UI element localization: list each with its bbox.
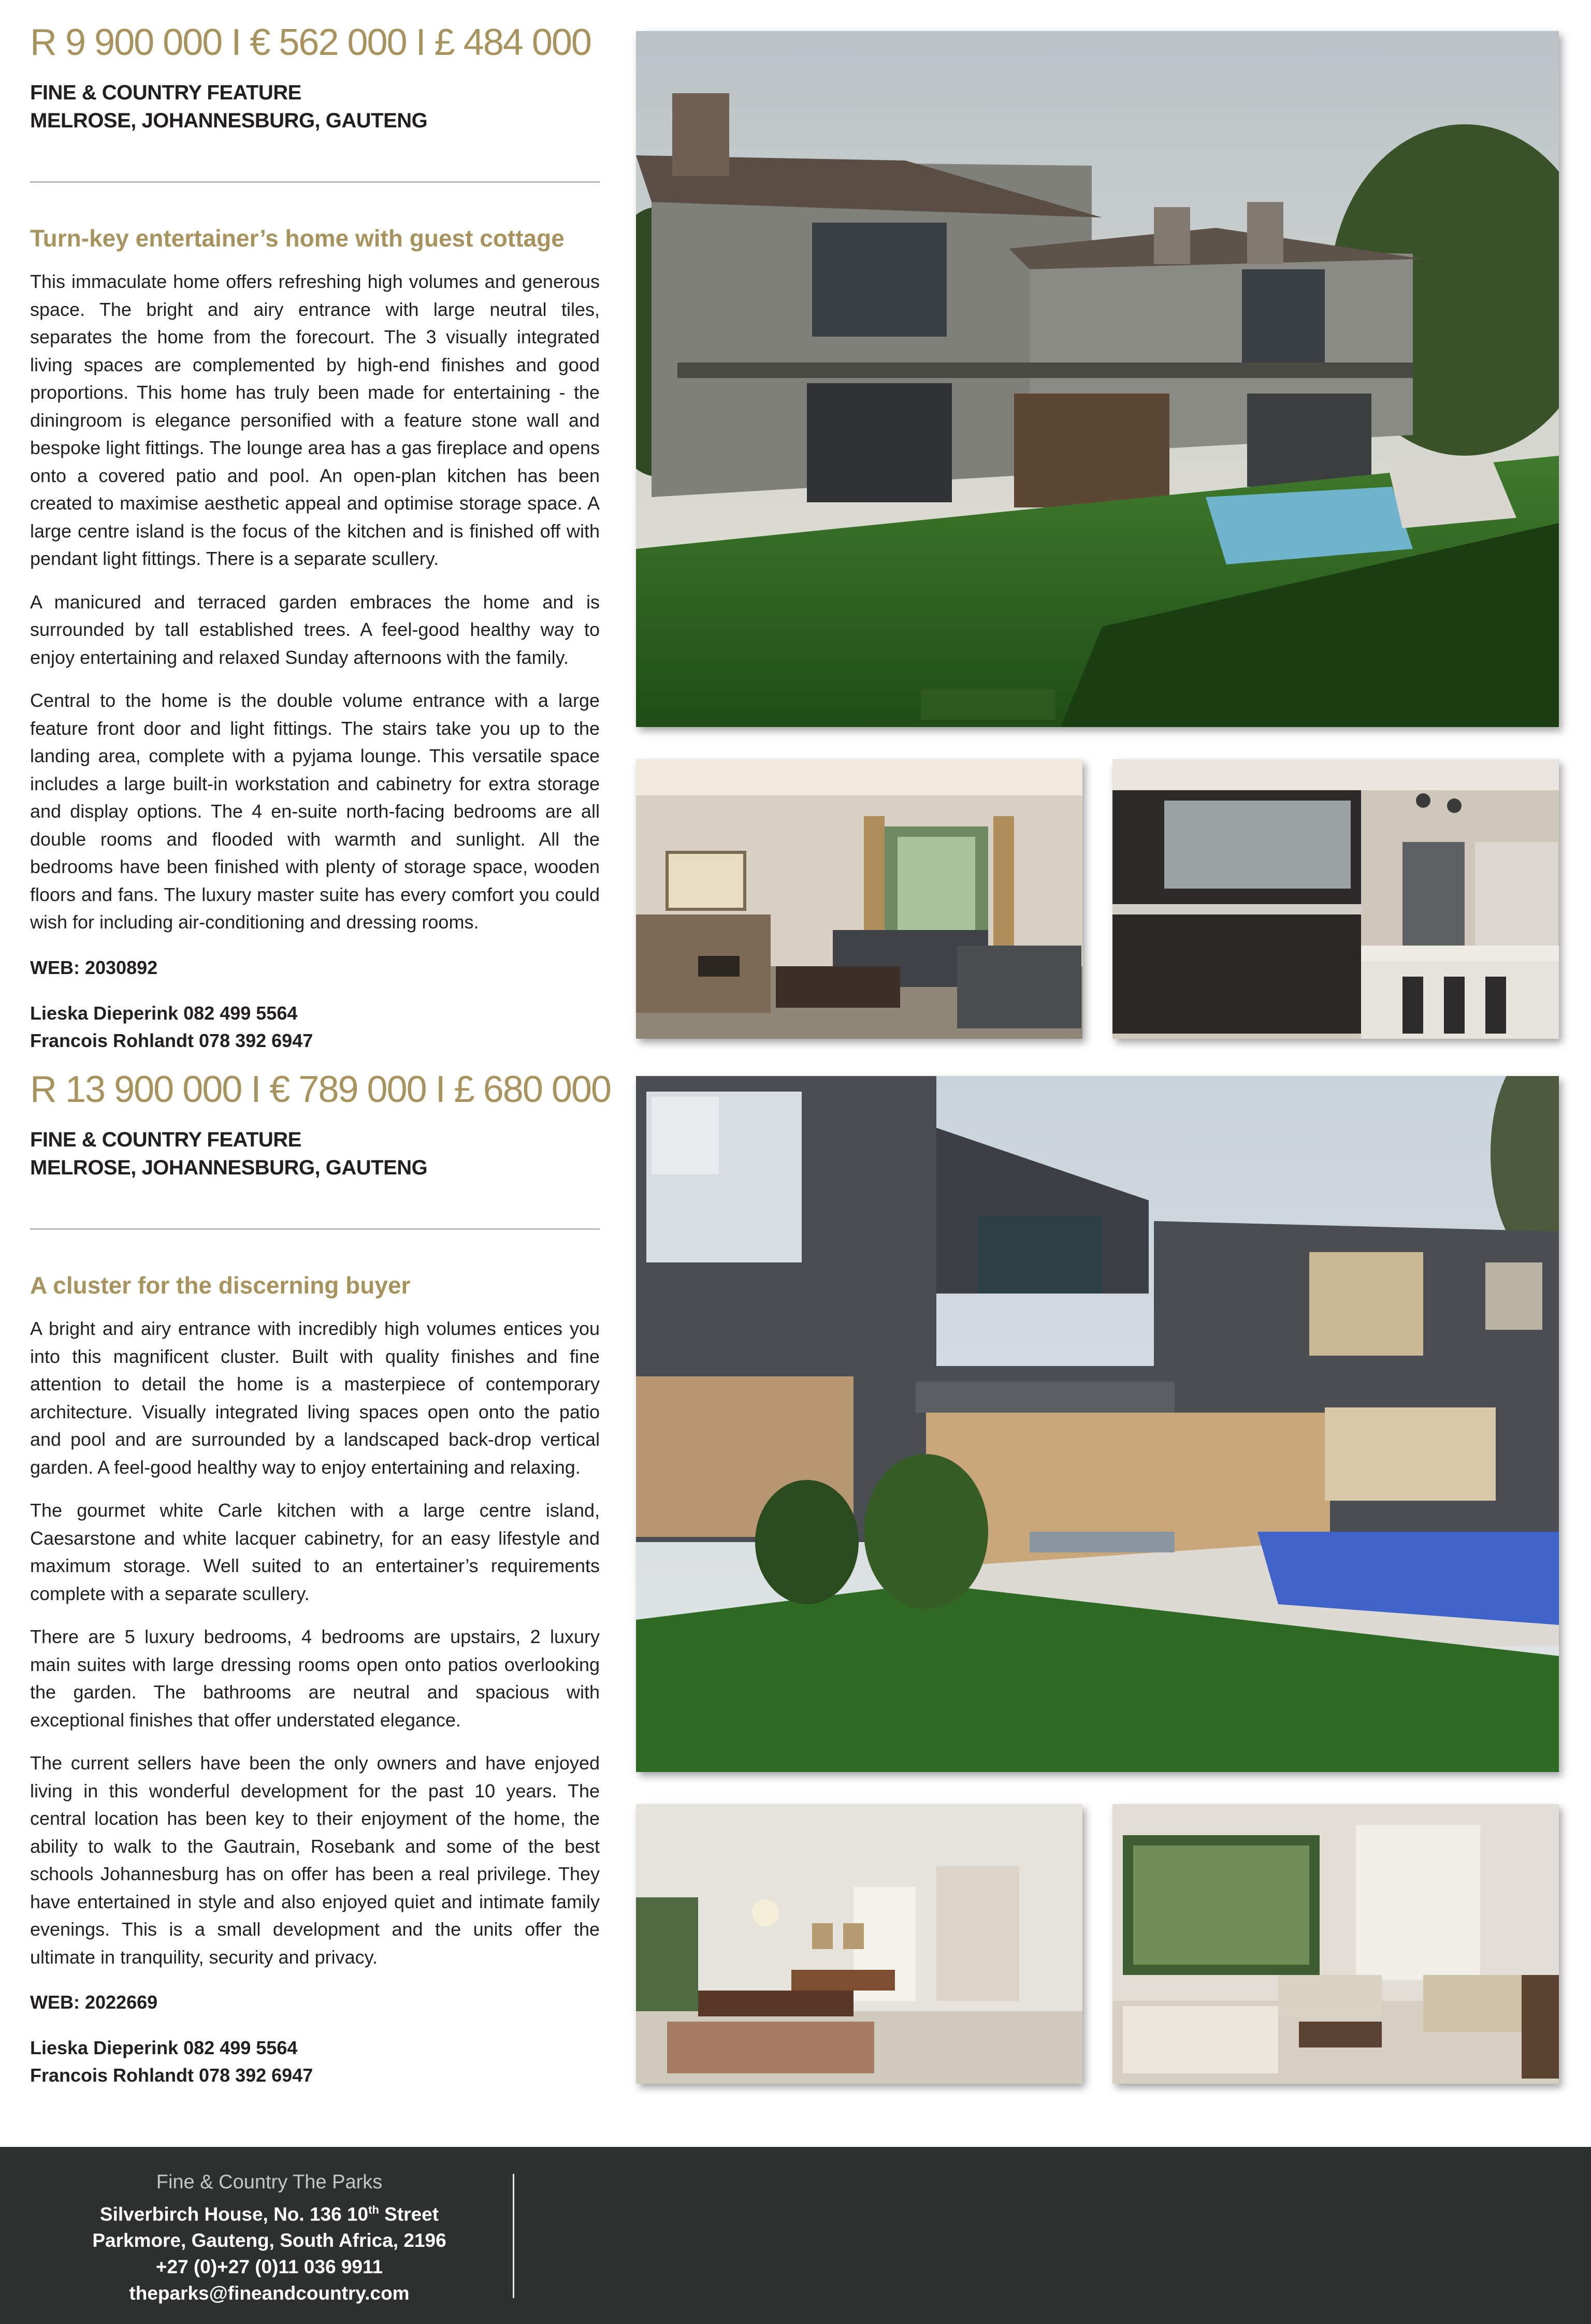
feature-label: FINE & COUNTRY FEATURE — [30, 81, 301, 104]
listing-1-text — [30, 0, 600, 1054]
listing-2 — [0, 1051, 1591, 2139]
photo-exterior-pool — [636, 1076, 1559, 1772]
agent-contact: Lieska Dieperink 082 499 5564 — [30, 2037, 298, 2058]
web-reference: WEB: 2030892 — [30, 956, 158, 978]
description-paragraph: There are 5 luxury bedrooms, 4 bedrooms are upstairs, 2 luxury main suites with large dressing rooms open onto patios overlooking the garden. The bathrooms are neutral and spacious with exceptional finishes that offer understated elegance. — [30, 1626, 600, 1731]
description-paragraph: Central to the home is the double volume entrance with a large feature front door and light fittings. The stairs take you up to the landing area, complete with a pyjama lounge. This versatile space includes a large built-in workstation and cabinetry for extra storage and display options. The 4 en-suite north-facing bedrooms are all double rooms and flooded with warmth and sunlight. All the bedrooms have been finished with plenty of storage space, wooden floors and fans. The luxury master suite has every comfort you could wish for including air-conditioning and dressing rooms. — [30, 690, 600, 933]
photo-living-room — [1112, 1804, 1559, 2084]
description-paragraph: A manicured and terraced garden embraces the home and is surrounded by tall established trees. A feel-good healthy way to enjoy entertaining and relaxed Sunday afternoons with the family. — [30, 591, 600, 668]
price: R 9 900 000 I € 562 000 I £ 484 000 — [30, 22, 591, 63]
listing-heading: Turn-key entertainer’s home with guest cottage — [30, 225, 565, 252]
office-contact — [67, 2168, 471, 2306]
photo-kitchen — [1112, 759, 1559, 1039]
listing-1 — [0, 0, 1591, 1051]
photo-dining-room — [636, 1804, 1082, 2084]
description-paragraph: This immaculate home offers refreshing high volumes and generous space. The bright and airy entrance with large neutral tiles, separates the home from the forecourt. The 3 visually integrated living spaces are complemented by high-end finishes and good proportions. This home has truly been made for entertaining - the diningroom is elegance personified with a feature stone wall and bespoke light fittings. The lounge area has a gas fireplace and opens onto a covered patio and pool. An open-plan kitchen has been created to maximise aesthetic appeal and optimise storage space. A large centre island is the focus of the kitchen and is finished off with pendant light fittings. There is a separate scullery. — [30, 271, 600, 569]
address-line-2: Parkmore, Gauteng, South Africa, 2196 — [92, 2230, 446, 2252]
feature-label: FINE & COUNTRY FEATURE — [30, 1128, 301, 1151]
phone-number: +27 (0)+27 (0)11 036 9911 — [155, 2256, 383, 2278]
price: R 13 900 000 I € 789 000 I £ 680 000 — [30, 1069, 611, 1110]
address-line-1: Silverbirch House, No. 136 10th Street — [99, 2203, 439, 2225]
location: MELROSE, JOHANNESBURG, GAUTENG — [30, 1156, 428, 1179]
footer — [0, 2147, 1591, 2324]
agent-contact: Francois Rohlandt 078 392 6947 — [30, 2065, 313, 2086]
photo-exterior-house — [636, 31, 1559, 727]
photo-lounge — [636, 759, 1082, 1039]
email-link[interactable]: theparks@fineandcountry.com — [129, 2283, 410, 2304]
description-paragraph: The current sellers have been the only owners and have enjoyed living in this wonderful development for the past 10 years. The central location has been key to their enjoyment of the home, the ability to walk to the Gautrain, Rosebank and some of the best schools Johannesburg has on offer has been a real privilege. They have entertained in style and also enjoyed quiet and intimate family evenings. This is a small development and the units offer the ultimate in tranquility, security and privacy. — [30, 1752, 600, 1968]
agent-contact: Francois Rohlandt 078 392 6947 — [30, 1029, 313, 1051]
listing-heading: A cluster for the discerning buyer — [30, 1272, 411, 1299]
location: MELROSE, JOHANNESBURG, GAUTENG — [30, 109, 428, 132]
office-name: Fine & Country The Parks — [156, 2171, 383, 2193]
agent-contact: Lieska Dieperink 082 499 5564 — [30, 1002, 298, 1024]
listing-2-text — [30, 1051, 611, 2089]
web-reference: WEB: 2022669 — [30, 1992, 158, 2013]
footer-divider — [513, 2174, 514, 2298]
description-paragraph: A bright and airy entrance with incredibly high volumes entices you into this magnificent cluster. Built with quality finishes and fine attention to detail the home is a masterpiece of contemporary architecture. Visually integrated living spaces open onto the patio and pool and are surrounded by a landscaped back-drop vertical garden. A feel-good healthy way to enjoy entertaining and relaxing. — [30, 1318, 600, 1478]
description-paragraph: The gourmet white Carle kitchen with a large centre island, Caesarstone and white lacquer cabinetry, for an easy lifestyle and maximum storage. Well suited to an entertainer’s requirements complete with a separate scullery. — [30, 1500, 600, 1604]
